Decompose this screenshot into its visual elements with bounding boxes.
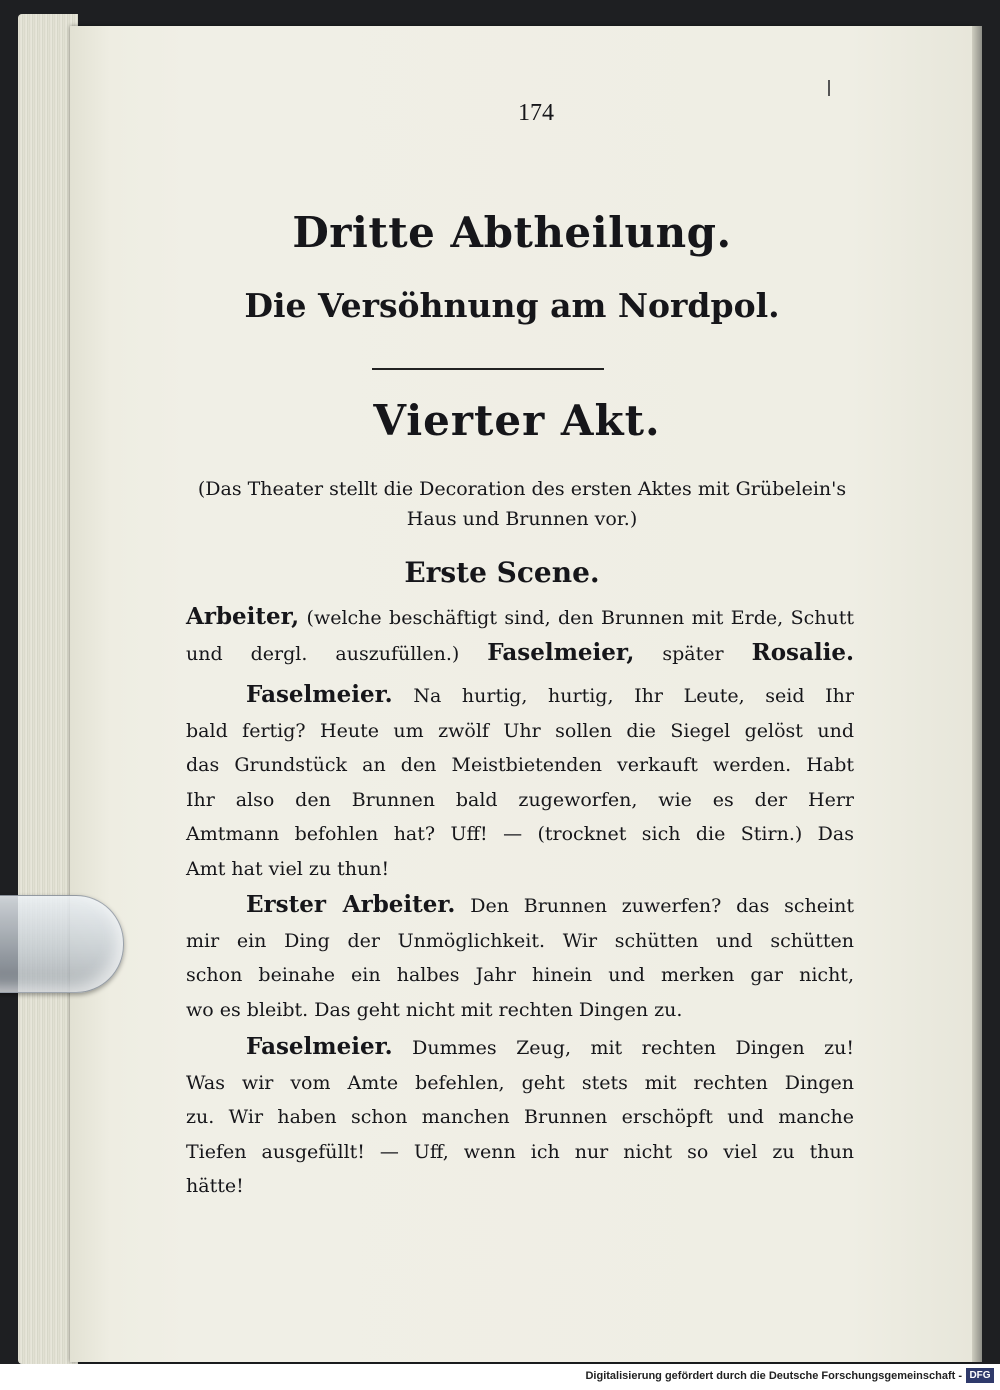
speech-text: Den Brunnen zuwerfen? das scheint xyxy=(470,895,854,917)
part-title: Dritte Abtheilung. xyxy=(292,208,732,257)
speaker-name: Faselmeier, xyxy=(487,638,635,666)
speech-line: schon beinahe ein halbes Jahr hinein und merken gar nicht, xyxy=(186,964,854,987)
speech-block xyxy=(186,1030,854,1204)
speech-line: hätte! xyxy=(186,1175,244,1198)
speech-line: das Grundstück an den Meistbietenden verkauft werden. Habt xyxy=(186,754,854,777)
speaker-name: Faselmeier. xyxy=(246,681,393,708)
speaker-name: Rosalie. xyxy=(751,638,855,666)
speech-line: Amtmann befohlen hat? Uff! — (trocknet sich die Stirn.) Das xyxy=(186,823,854,846)
speech-block xyxy=(186,888,854,1027)
speaker-name: Arbeiter, xyxy=(186,603,300,630)
speech-text: Na hurtig, hurtig, Ihr Leute, seid Ihr xyxy=(413,685,854,707)
part-subtitle: Die Versöhnung am Nordpol. xyxy=(244,286,780,325)
speech-line xyxy=(186,888,854,924)
speech-line xyxy=(186,678,854,714)
speaker-name: Faselmeier. xyxy=(246,1033,393,1060)
page-mark xyxy=(828,80,830,96)
cast-list xyxy=(186,600,854,671)
cast-text: und dergl. auszufüllen.) xyxy=(186,642,460,665)
cast-text: (welche beschäftigt sind, den Brunnen mit Erde, Schutt xyxy=(306,607,854,629)
speech-line: wo es bleibt. Das geht nicht mit rechten Dingen zu. xyxy=(186,998,683,1021)
speaker-name: Erster Arbeiter. xyxy=(246,891,456,918)
speech-line: zu. Wir haben schon manchen Brunnen erschöpft und manche xyxy=(186,1106,854,1129)
speech-line: Ihr also den Brunnen bald zugeworfen, wie es der Herr xyxy=(186,788,854,811)
speech-line: mir ein Ding der Unmöglichkeit. Wir schütten und schütten xyxy=(186,929,854,952)
scanner-clamp xyxy=(0,895,124,993)
stage-direction-line: (Das Theater stellt die Decoration des ersten Aktes mit Grübelein's xyxy=(197,478,847,500)
dfg-logo-icon: DFG xyxy=(966,1368,994,1383)
speech-line xyxy=(186,1030,854,1066)
footer-credit: Digitalisierung gefördert durch die Deutsche Forschungsgemeinschaft - xyxy=(585,1370,962,1382)
speech-line: bald fertig? Heute um zwölf Uhr sollen die Siegel gelöst und xyxy=(186,719,854,742)
book-gutter xyxy=(972,26,982,1362)
stage-direction xyxy=(186,474,858,534)
speech-text: Dummes Zeug, mit rechten Dingen zu! xyxy=(412,1037,855,1059)
speech-line: Tiefen ausgefüllt! — Uff, wenn ich nur nicht so viel zu thun xyxy=(186,1140,854,1163)
cast-text: später xyxy=(662,642,724,665)
page-edges xyxy=(18,14,78,1364)
page-number: 174 xyxy=(518,100,554,126)
divider-rule xyxy=(372,368,604,370)
cast-line xyxy=(186,636,854,672)
speech-line: Amt hat viel zu thun! xyxy=(186,857,390,880)
stage-direction-line: Haus und Brunnen vor.) xyxy=(406,508,638,530)
act-title: Vierter Akt. xyxy=(373,396,661,445)
cast-line xyxy=(186,600,854,636)
scene-title: Erste Scene. xyxy=(404,556,600,589)
speech-line: Was wir vom Amte befehlen, geht stets mit rechten Dingen xyxy=(186,1071,854,1094)
speech-block xyxy=(186,678,854,887)
